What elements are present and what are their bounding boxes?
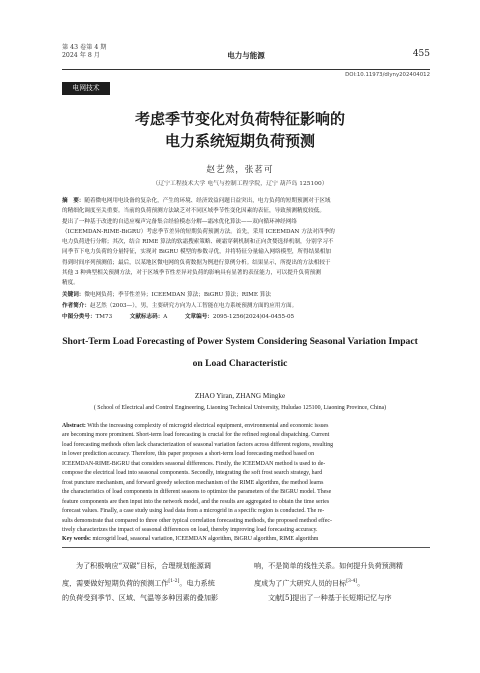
title-en-line-2: on Load Characteristic	[192, 358, 288, 369]
article-no-label: 文章编号：	[184, 314, 213, 320]
authors-en: ZHAO Yiran, ZHANG Mingke	[194, 392, 286, 400]
abstract-cn-line: 的精细化调度至关重要。当前的负荷预测方法缺乏对不同区域季节性变化因素的表征，导致预测精度较低。	[62, 208, 325, 215]
doi[interactable]: DOI:10.11973/dlyny202404012	[345, 72, 430, 78]
journal-name: 电力与能源	[227, 51, 265, 60]
abstract-cn-line: 得到时间序列预测值；最后，以某地区微电网的负荷数据为例进行算例分析。结果显示，所提出的方法相较于	[62, 259, 331, 266]
body-line: 。	[357, 577, 365, 587]
keywords-cn-text: 微电网负荷；季节性差异；ICEEMDAN 算法；BiGRU 算法；RIME 算法	[84, 292, 271, 298]
keywords-en-text: microgrid load, seasonal variation, ICEEMDAN algorithm, BiGRU algorithm, RIME algorithm	[90, 536, 319, 542]
abstract-en-line: the characteristics of load components in different seasons to optimize the parameters of the BiGRU model. These	[62, 489, 332, 496]
abstract-cn	[62, 196, 430, 289]
section-badge: 电网技术	[62, 82, 110, 95]
keywords-cn-label: 关键词：	[62, 292, 85, 298]
header-rule	[62, 69, 430, 70]
body-line: 为了积极响应“双碳”目标，合理规划能源调	[76, 561, 211, 570]
body-line: 。电力系统	[179, 577, 215, 587]
abstract-cn-line: （ICEEMDAN-RIME-BiGRU）考虑季节差异的短期负荷预测方法。首先，采用 ICEEMDAN 方法对四季的	[62, 228, 335, 235]
body-line: 度成为了广大研究人员的目标	[254, 577, 347, 587]
body-column-left	[62, 558, 238, 606]
keywords-en	[62, 536, 430, 542]
affiliation-en: ( School of Electrical and Control Engineering, Liaoning Technical University, Huludao 125100, Liaoning Province, China)	[93, 405, 387, 411]
abstract-cn-line: 同季节下电力负荷的分量特征，实现对 BiGRU 模型的参数寻优，并将特征分量输入网络模型，所得结果相加	[62, 249, 331, 256]
author-bio	[62, 301, 297, 309]
clc-label: 中图分类号：	[62, 314, 96, 320]
abstract-en-label: Abstract:	[62, 423, 86, 429]
article-no: 2095-1256(2024)04-0455-05	[212, 314, 295, 320]
abstract-cn-line: 提出了一种基于改进的自适应噪声完备集合经验模态分解—霜冰优化算法——双向循环神经网络	[62, 218, 297, 225]
title-cn-line-1: 考虑季节变化对负荷特征影响的	[134, 110, 345, 128]
issue-date: 2024 年 8 月	[62, 52, 100, 59]
volume-issue: 第 43 卷第 4 期	[62, 44, 107, 51]
abstract-en-line: load forecasting methods often lack characterization of seasonal variation factors across different regions, resulting	[62, 441, 334, 448]
body-line: 文献[5]提出了一种基于长短期记忆与序	[268, 593, 392, 603]
author-bio-text: 赵艺然（2003—），男，主要研究方向为人工智能在电力系统预测方面的应用方面。	[89, 303, 298, 309]
keywords-en-label: Key words:	[62, 536, 91, 542]
title-en-line-1: Short-Term Load Forecasting of Power System Considering Seasonal Variation Impact	[62, 336, 418, 347]
abstract-en-line: compose the electrical load into seasonal components. Secondly, integrating the soft frost search strategy, hard	[62, 470, 323, 477]
abstract-cn-line: 其他 3 种典型相关预测方法，对于区域季节性差异对负荷的影响具有显著的表征能力，可以提升负荷预测	[62, 270, 321, 277]
body-paragraph	[62, 558, 238, 606]
abstract-en-line: sults demonstrate that compared to three other typical correlation forecasting methods, the proposed method effec-	[62, 517, 332, 524]
abstract-en-line: in lower prediction accuracy. Therefore, this paper proposes a short-term load forecasting method based on	[62, 451, 315, 458]
body-column-right	[254, 558, 430, 606]
classification-line	[62, 312, 294, 320]
doc-code: A	[163, 314, 168, 320]
citation[interactable]: [1-2]	[168, 578, 180, 584]
page-number: 455	[412, 49, 430, 59]
authors-cn: 赵艺然，张茗可	[206, 165, 274, 175]
abstract-cn-label: 摘 要：	[62, 198, 85, 204]
author-bio-label: 作者简介：	[62, 303, 90, 309]
abstract-en-line: Abstract: With the increasing complexity of microgrid electrical equipment, environmental and economic issues	[62, 423, 329, 429]
keywords-cn	[62, 290, 271, 298]
abstract-divider	[62, 547, 430, 548]
abstract-en-line: forecast values. Finally, a case study using load data from a microgrid in a specific region is conducted. The re-	[62, 508, 325, 515]
body-paragraph	[254, 558, 430, 606]
doc-code-label: 文献标志码：	[129, 314, 164, 320]
body-line: 的负荷受到季节、区域、气温等多种因素的叠加影	[62, 593, 219, 603]
abstract-en-line: tively characterizes the impact of seasonal differences on load, thereby improving load forecasting accuracy.	[62, 526, 318, 533]
abstract-en-line: feature components are then input into the network model, and the results are aggregated to obtain the time series	[62, 498, 330, 505]
body-line: 度，需要做好短期负荷的预测工作	[62, 577, 169, 587]
body-line: 响，不是简单的线性关系。如何提升负荷预测精	[254, 561, 403, 570]
abstract-en-line: ICEEMDAN-RIME-BiGRU that considers seasonal differences. Firstly, the ICEEMDAN method is used to de-	[62, 460, 326, 467]
title-cn-line-2: 电力系统短期负荷预测	[164, 132, 315, 150]
affiliation-cn: （辽宁工程技术大学 电气与控制工程学院，辽宁 葫芦岛 125100）	[152, 181, 328, 187]
abstract-cn-line: 摘 要：随着微电网用电设备的复杂化，产生的环境、经济效益问题日益突出，电力负荷的短期预测对于区域	[62, 198, 331, 204]
abstract-en-line: frost puncture mechanism, and forward greedy selection mechanism of the RIME algorithm, the method learns	[62, 479, 324, 486]
abstract-cn-line: 精度。	[62, 280, 79, 287]
page-header	[62, 44, 430, 70]
clc-code: TM73	[95, 314, 113, 320]
citation[interactable]: [3-4]	[346, 578, 358, 584]
abstract-en	[62, 422, 430, 535]
abstract-en-line: are becoming more prominent. Short-term load forecasting is crucial for the refined regional dispatching. Current	[62, 432, 330, 439]
abstract-cn-line: 电力负荷进行分解；其次，结合 RIME 算法的软霜搜索策略、硬霜穿刺机制和正向贪婪选择机制，分别学习不	[62, 239, 334, 246]
